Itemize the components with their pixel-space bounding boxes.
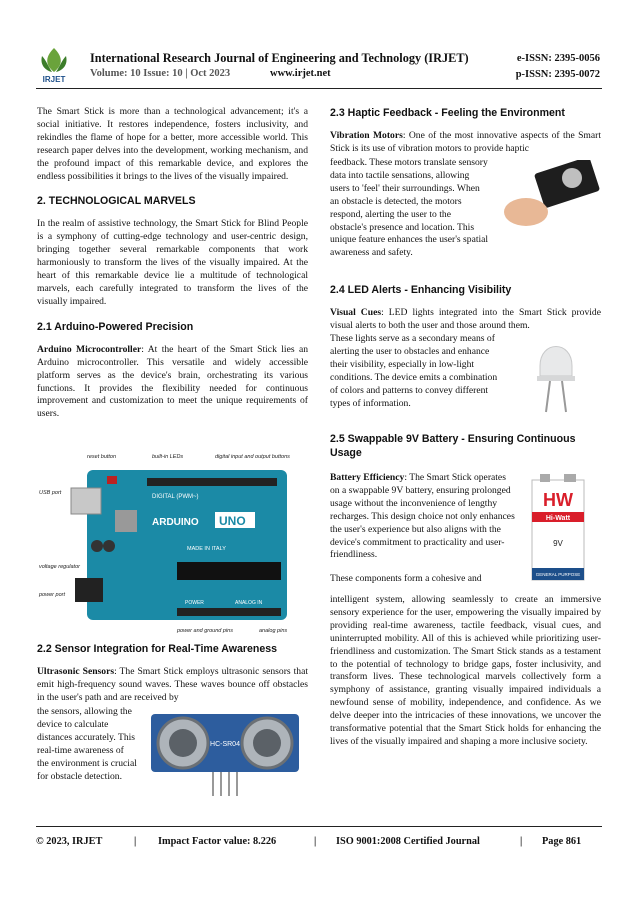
subsection-heading: 2.5 Swappable 9V Battery - Ensuring Continuous Usage xyxy=(330,433,576,459)
right-column xyxy=(330,106,601,156)
right-narrow-battery xyxy=(330,472,515,586)
left-column-lower xyxy=(37,642,308,705)
analog-header xyxy=(177,608,281,616)
label-digital: digital input and output buttons xyxy=(215,454,290,460)
arduino-board xyxy=(87,470,287,620)
volume-issue: Volume: 10 Issue: 10 | Oct 2023 xyxy=(90,68,231,79)
journal-title: International Research Journal of Engineering and Technology (IRJET) xyxy=(90,51,469,65)
battery-brand: Hi-Watt xyxy=(545,515,571,522)
microcontroller-chip xyxy=(177,562,281,580)
term: Arduino Microcontroller xyxy=(37,343,142,355)
p-issn: p-ISSN: 2395-0072 xyxy=(515,69,600,80)
paragraph: intelligent system, allowing seamlessly to create an immersive sensory experience for the user, empowering the visually impaired by providing real-time awareness, tactile feedback, visual cues, and uninterrupted mobility. All of this is achieved while prioritizing user-friendliness and customization. The Smart Stick stands as a testament to the potential of technology to bridge gaps, foster inclusivity, and transform lives. These technological marvels collectively form a symphony of assistance, granting visually impaired individuals a newfound sense of mobility, independence, and confidence. As we delve deeper into the intricacies of these innovations, we uncover the transformative potential that the Smart Stick holds for enhancing the lives of the visually impaired and shaping a more inclusive society. xyxy=(330,594,601,747)
irjet-logo xyxy=(34,44,74,84)
paragraph: Visual Cues: LED lights integrated into the Smart Stick provide visual alerts to both the user and those around them. xyxy=(330,307,601,331)
footer-impact: Impact Factor value: 8.226 xyxy=(158,836,277,847)
vibration-motor-figure xyxy=(498,160,604,236)
label-power-port: power port xyxy=(39,592,65,598)
paragraph: In the realm of assistive technology, the Smart Stick for Blind People is a symphony of cutting-edge technology and user-centric design, bringing together several remarkable components that work harmoniously to transform the lives of the visually impaired. At the heart of this remarkable device lie a multitude of technological marvels, each carefully integrated to transform the lives of the visually impaired. xyxy=(37,218,308,307)
paragraph: Vibration Motors: One of the most innovative aspects of the Smart Stick is its use of vibration motors to provide haptic xyxy=(330,130,601,154)
board-brand: ARDUINO xyxy=(152,517,199,528)
term: Visual Cues xyxy=(330,307,382,318)
subsection-heading: 2.4 LED Alerts - Enhancing Visibility xyxy=(330,284,512,296)
label-regulator: voltage regulator xyxy=(39,564,80,570)
paragraph: These components form a cohesive and xyxy=(330,573,482,585)
paragraph: These lights serve as a secondary means of alerting the user to obstacles and enhance their visibility, especially in low-light conditions. The device emits a combination of colors and patterns to convey different types of information. xyxy=(330,333,498,409)
battery-voltage: 9V xyxy=(553,539,563,548)
footer-iso: ISO 9001:2008 Certified Journal xyxy=(336,836,480,847)
led-figure xyxy=(528,332,584,414)
term: Battery Efficiency xyxy=(330,472,405,483)
footer-rule xyxy=(36,826,602,827)
power-jack xyxy=(75,578,103,602)
header-rule xyxy=(36,88,602,89)
page-header xyxy=(0,0,638,90)
label-usb: USB port xyxy=(39,490,62,496)
section-heading: 2. TECHNOLOGICAL MARVELS xyxy=(37,195,196,208)
usb-port xyxy=(71,488,101,514)
term: Ultrasonic Sensors xyxy=(37,666,115,677)
paragraph: Battery Efficiency: The Smart Stick operates on a swappable 9V battery, ensuring prolonged usage without the inconvenience of lengthy recharges. This design choice not only enhances the user's experience but also aligns with the device's commitment to practicality and user-friendliness. xyxy=(330,472,515,561)
footer-page: Page 861 xyxy=(542,836,582,847)
right-column-closing xyxy=(330,594,601,760)
footer-copyright: © 2023, IRJET xyxy=(36,836,103,847)
term: Vibration Motors xyxy=(330,130,403,141)
left-narrow-text xyxy=(37,706,137,794)
finger xyxy=(504,198,548,226)
footer-sep: | xyxy=(314,836,317,847)
e-issn: e-ISSN: 2395-0056 xyxy=(516,53,600,64)
battery-figure xyxy=(528,472,588,584)
battery-purpose: GENERAL PURPOSE xyxy=(535,572,581,577)
board-model: UNO xyxy=(219,514,246,528)
ultrasonic-sensor-figure xyxy=(145,708,305,800)
board-made: MADE IN ITALY xyxy=(187,546,226,552)
board-power-text: POWER xyxy=(185,600,204,606)
digital-header xyxy=(147,478,277,486)
paragraph: the sensors, allowing the device to calculate distances accurately. This real-time awareness of the environment is crucial for obstacle detection. xyxy=(37,706,137,782)
subsection-heading: 2.2 Sensor Integration for Real-Time Awareness xyxy=(37,643,278,655)
arduino-uno-figure xyxy=(37,450,307,636)
reset-button xyxy=(107,476,117,484)
sensor-model: HC-SR04 xyxy=(210,741,240,748)
intro-paragraph: The Smart Stick is more than a technological advancement; it's a social initiative. It restores independence, fosters inclusivity, and rekindles the flame of hope for a better, more accessible world. This research paper delves into the development, working mechanism, and the profound impact of this remarkable device, and explores the endless possibilities it brings to the lives of the visually impaired. xyxy=(37,106,308,182)
right-narrow-led xyxy=(330,333,505,421)
board-digital-text: DIGITAL (PWM~) xyxy=(152,494,199,500)
board-analog-text: ANALOG IN xyxy=(235,600,263,606)
label-analog: analog pins xyxy=(259,628,288,634)
battery-logo: HW xyxy=(543,490,573,510)
footer-sep: | xyxy=(520,836,523,847)
label-reset: reset button xyxy=(87,454,117,460)
paragraph: feedback. These motors translate sensory data into tactile sensations, allowing users to 'feel' their surroundings. When an obstacle is detected, the motors respond, alerting the user to the obstacle's presence and location. This unique feature enhances the user's spatial awareness and safety. xyxy=(330,157,489,259)
label-leds: built-in LEDs xyxy=(152,454,184,460)
right-narrow-text xyxy=(330,157,490,271)
label-power-pins: power and ground pins xyxy=(177,628,233,634)
footer-sep: | xyxy=(134,836,137,847)
subsection-heading: 2.1 Arduino-Powered Precision xyxy=(37,320,194,333)
chip-small xyxy=(115,510,137,532)
right-column-battery xyxy=(330,432,601,470)
led-bulb xyxy=(540,347,572,377)
logo-text: IRJET xyxy=(42,75,66,84)
paragraph: Arduino Microcontroller: At the heart of the Smart Stick lies an Arduino microcontroller. This versatile and widely accessible platform serves as the device's brain, orchestrating its various functions. It provides the flexibility needed for continuous improvement and customization to meet the unique requirements of users. xyxy=(37,343,309,420)
journal-url[interactable]: www.irjet.net xyxy=(270,68,331,79)
left-column xyxy=(37,106,308,432)
paragraph: Ultrasonic Sensors: The Smart Stick employs ultrasonic sensors that emit high-frequency sound waves. These waves bounce off obstacles in the user's path and are received by xyxy=(37,666,309,703)
right-column-led xyxy=(330,283,601,333)
subsection-heading: 2.3 Haptic Feedback - Feeling the Environment xyxy=(330,107,565,119)
